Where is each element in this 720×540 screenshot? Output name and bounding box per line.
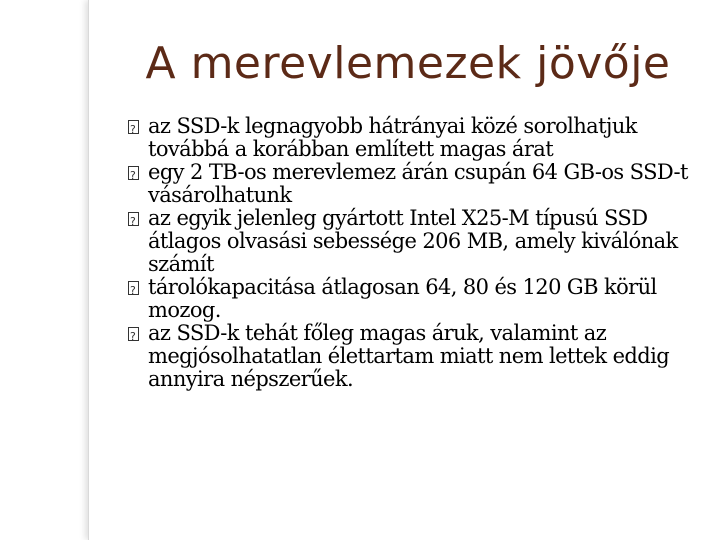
bullet-box-icon bbox=[128, 281, 139, 295]
bullet-text: az egyik jelenleg gyártott Intel X25-M típusú SSD átlagos olvasási sebessége 206 MB, amely kiválónak számít bbox=[148, 206, 678, 276]
bullet-text: az SSD-k tehát főleg magas áruk, valamint az megjósolhatatlan élettartam miatt nem lettek eddig annyira népszerűek. bbox=[148, 321, 670, 391]
bullet-item bbox=[128, 207, 708, 276]
bullet-item bbox=[128, 161, 708, 207]
bullet-text: az SSD-k legnagyobb hátrányai közé sorolhatjuk továbbá a korábban említett magas árat bbox=[148, 114, 637, 161]
bullet-item bbox=[128, 322, 708, 391]
bullet-text: egy 2 TB-os merevlemez árán csupán 64 GB-os SSD-t vásárolhatunk bbox=[148, 160, 688, 207]
slide-title: A merevlemezek jövője bbox=[145, 38, 671, 89]
bullet-box-icon bbox=[128, 327, 139, 341]
bullet-item bbox=[128, 276, 708, 322]
bullet-item bbox=[128, 115, 708, 161]
bullet-box-icon bbox=[128, 212, 139, 226]
bullet-list bbox=[128, 115, 708, 391]
bullet-text: tárolókapacitása átlagosan 64, 80 és 120 GB körül mozog. bbox=[148, 275, 657, 322]
bullet-box-icon bbox=[128, 166, 139, 180]
bullet-box-icon bbox=[128, 120, 139, 134]
